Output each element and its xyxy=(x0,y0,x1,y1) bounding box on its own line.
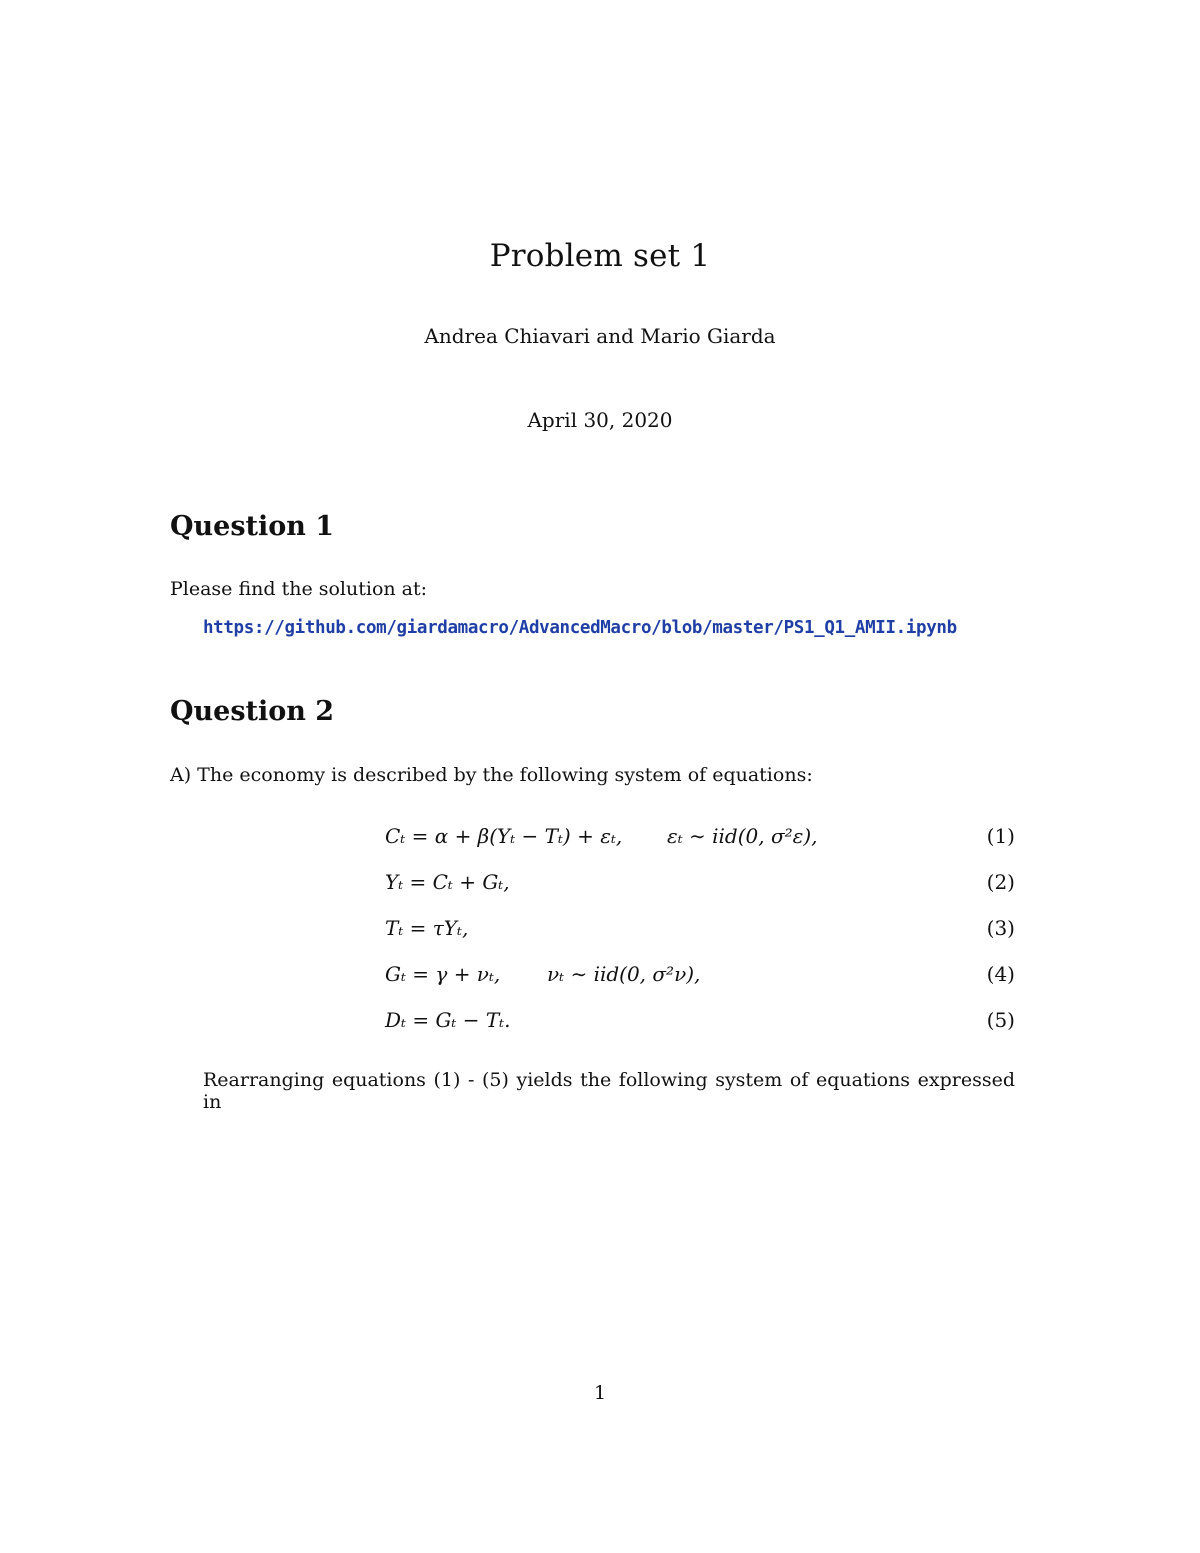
equation-5-number: (5) xyxy=(986,1008,1015,1032)
page-number: 1 xyxy=(593,1382,607,1404)
question-2-heading: Question 2 xyxy=(170,696,335,727)
equation-1-number: (1) xyxy=(986,824,1015,848)
question-2-intro: A) The economy is described by the following system of equations: xyxy=(170,764,813,786)
question-1-heading: Question 1 xyxy=(170,511,335,542)
question-1-text: Please find the solution at: xyxy=(170,578,428,600)
equation-1-main: Cₜ = α + β(Yₜ − Tₜ) + εₜ, xyxy=(385,824,623,848)
equation-2 xyxy=(385,870,1015,900)
equation-4-number: (4) xyxy=(986,962,1015,986)
equation-3 xyxy=(385,916,1015,946)
equation-5-main: Dₜ = Gₜ − Tₜ. xyxy=(385,1008,511,1032)
equation-3-main: Tₜ = τYₜ, xyxy=(385,916,469,940)
solution-link[interactable]: https://github.com/giardamacro/AdvancedMacro/blob/master/PS1_Q1_AMII.ipynb xyxy=(203,618,957,638)
equation-4 xyxy=(385,962,1015,992)
document-date: April 30, 2020 xyxy=(527,408,673,432)
document-authors: Andrea Chiavari and Mario Giarda xyxy=(424,324,776,348)
rearranging-paragraph: Rearranging equations (1) - (5) yields the following system of equations expressed in xyxy=(203,1069,1015,1113)
equation-1 xyxy=(385,824,1015,854)
equation-2-number: (2) xyxy=(986,870,1015,894)
equation-2-main: Yₜ = Cₜ + Gₜ, xyxy=(385,870,510,894)
equation-5 xyxy=(385,1008,1015,1038)
equation-1-condition: εₜ ∼ iid(0, σ²ε), xyxy=(667,824,818,848)
equation-4-main: Gₜ = γ + νₜ, xyxy=(385,962,501,986)
document-title: Problem set 1 xyxy=(489,238,711,274)
equation-3-number: (3) xyxy=(986,916,1015,940)
equation-4-condition: νₜ ∼ iid(0, σ²ν), xyxy=(547,962,701,986)
